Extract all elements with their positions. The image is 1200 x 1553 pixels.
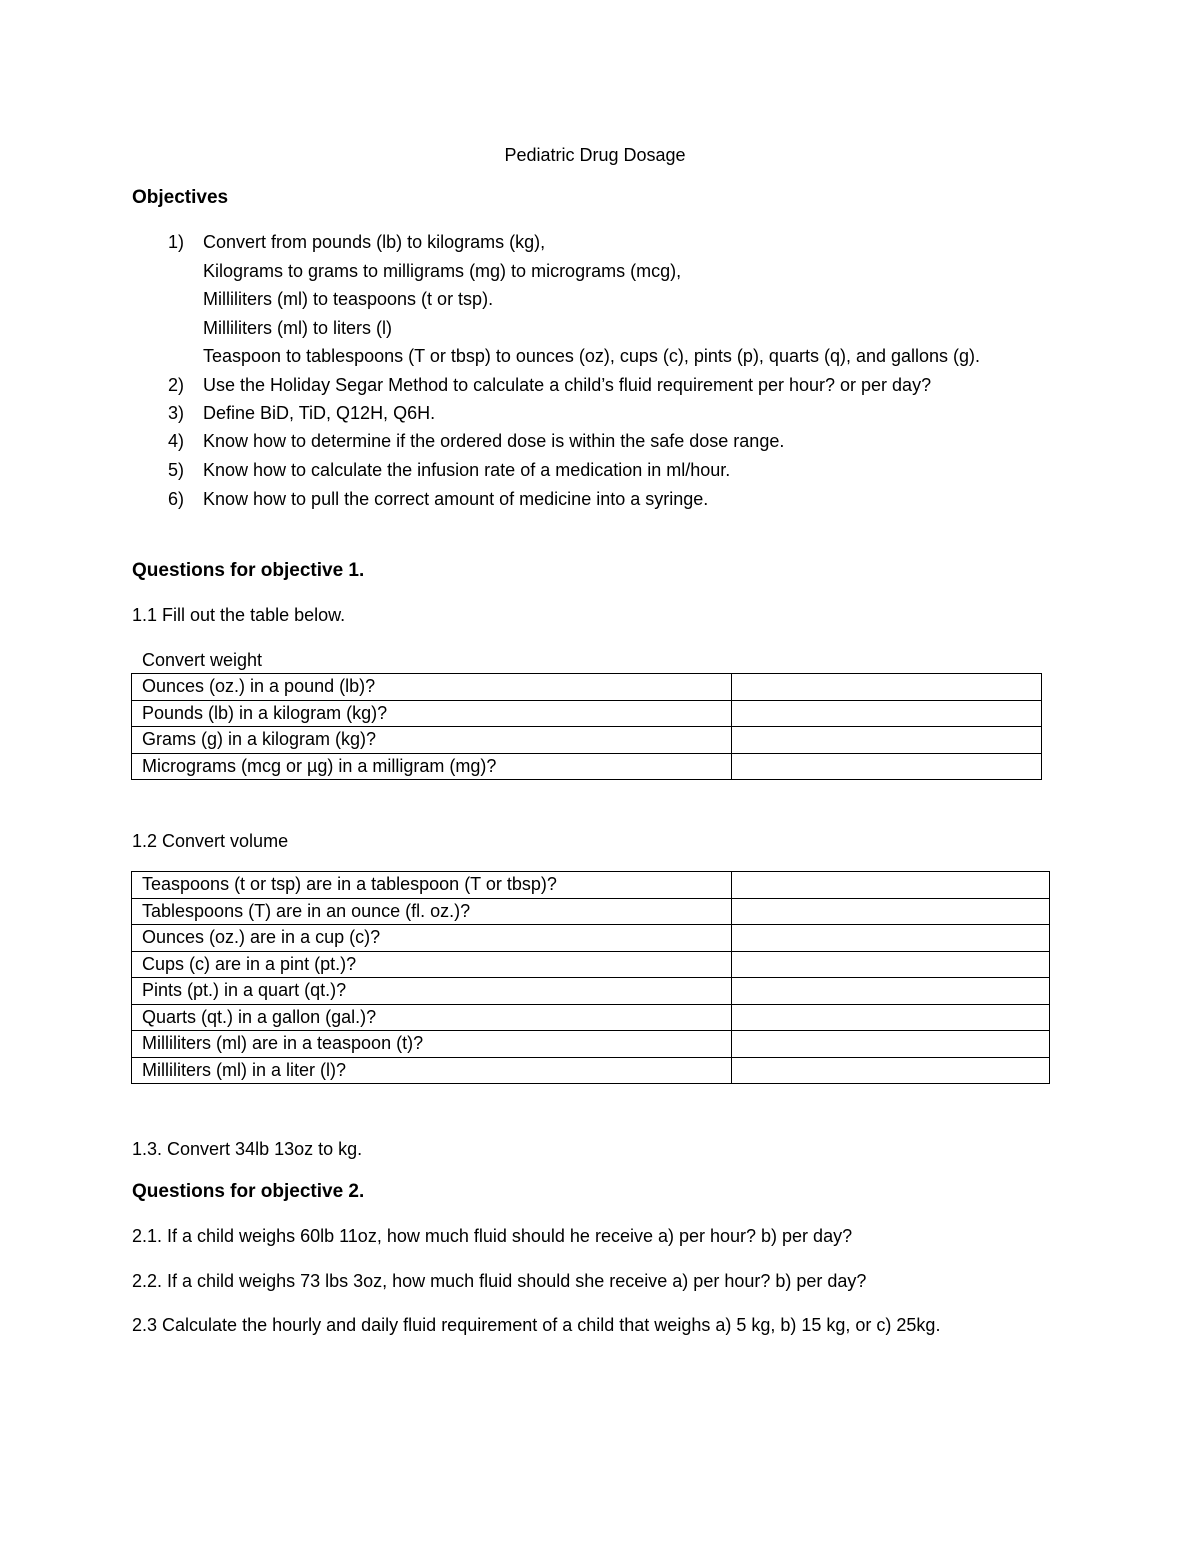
question-cell: Quarts (qt.) in a gallon (gal.)? (132, 1004, 732, 1031)
answer-cell[interactable] (732, 1004, 1050, 1031)
table-row (132, 951, 1050, 978)
question-cell: Pints (pt.) in a quart (qt.)? (132, 978, 732, 1005)
question-1-1: 1.1 Fill out the table below. (132, 605, 346, 625)
weight-conversion-table (131, 673, 1042, 780)
objective-number: 4) (168, 431, 185, 451)
objective-number: 1) (168, 232, 185, 252)
answer-cell[interactable] (732, 1057, 1050, 1084)
question-1-3: 1.3. Convert 34lb 13oz to kg. (132, 1139, 363, 1159)
objective-line: Teaspoon to tablespoons (T or tbsp) to ounces (oz), cups (c), pints (p), quarts (q), and gallons (g). (203, 346, 981, 366)
answer-cell[interactable] (732, 674, 1042, 701)
objective-number: 2) (168, 375, 185, 395)
table-row (132, 1031, 1050, 1058)
table-row (132, 674, 1042, 701)
question-cell: Ounces (oz.) in a pound (lb)? (132, 674, 732, 701)
table-row (132, 978, 1050, 1005)
table-row (132, 925, 1050, 952)
question-cell: Micrograms (mcg or µg) in a milligram (mg)? (132, 753, 732, 780)
volume-conversion-table (131, 871, 1050, 1084)
question-2-2: 2.2. If a child weighs 73 lbs 3oz, how much fluid should she receive a) per hour? b) per day? (132, 1271, 867, 1291)
question-1-2: 1.2 Convert volume (132, 831, 289, 851)
objectives-heading: Objectives (132, 187, 229, 208)
weight-table-caption: Convert weight (142, 650, 263, 670)
answer-cell[interactable] (732, 1031, 1050, 1058)
answer-cell[interactable] (732, 898, 1050, 925)
objective-line: Know how to pull the correct amount of medicine into a syringe. (203, 489, 709, 509)
document-title: Pediatric Drug Dosage (504, 145, 686, 165)
question-cell: Ounces (oz.) are in a cup (c)? (132, 925, 732, 952)
question-cell: Pounds (lb) in a kilogram (kg)? (132, 700, 732, 727)
answer-cell[interactable] (732, 700, 1042, 727)
answer-cell[interactable] (732, 872, 1050, 899)
objective-number: 5) (168, 460, 185, 480)
table-row (132, 872, 1050, 899)
objective-line: Use the Holiday Segar Method to calculate a child’s fluid requirement per hour? or per day? (203, 375, 932, 395)
answer-cell[interactable] (732, 727, 1042, 754)
objective-number: 3) (168, 403, 185, 423)
question-2-1: 2.1. If a child weighs 60lb 11oz, how much fluid should he receive a) per hour? b) per day? (132, 1226, 853, 1246)
section-2-heading: Questions for objective 2. (132, 1181, 365, 1202)
question-cell: Grams (g) in a kilogram (kg)? (132, 727, 732, 754)
answer-cell[interactable] (732, 951, 1050, 978)
objective-line: Kilograms to grams to milligrams (mg) to micrograms (mcg), (203, 261, 682, 281)
question-cell: Tablespoons (T) are in an ounce (fl. oz.)? (132, 898, 732, 925)
question-2-3: 2.3 Calculate the hourly and daily fluid requirement of a child that weighs a) 5 kg, b) 15 kg, or c) 25kg. (132, 1315, 941, 1335)
answer-cell[interactable] (732, 925, 1050, 952)
table-row (132, 753, 1042, 780)
question-cell: Milliliters (ml) are in a teaspoon (t)? (132, 1031, 732, 1058)
question-cell: Teaspoons (t or tsp) are in a tablespoon (T or tbsp)? (132, 872, 732, 899)
table-row (132, 1057, 1050, 1084)
answer-cell[interactable] (732, 753, 1042, 780)
table-row (132, 700, 1042, 727)
answer-cell[interactable] (732, 978, 1050, 1005)
objective-line: Milliliters (ml) to teaspoons (t or tsp). (203, 289, 494, 309)
objective-line: Milliliters (ml) to liters (l) (203, 318, 392, 338)
objective-line: Know how to determine if the ordered dose is within the safe dose range. (203, 431, 785, 451)
table-row (132, 898, 1050, 925)
section-1-heading: Questions for objective 1. (132, 560, 365, 581)
objective-number: 6) (168, 489, 185, 509)
objective-line: Define BiD, TiD, Q12H, Q6H. (203, 403, 436, 423)
question-cell: Milliliters (ml) in a liter (l)? (132, 1057, 732, 1084)
table-row (132, 727, 1042, 754)
question-cell: Cups (c) are in a pint (pt.)? (132, 951, 732, 978)
table-row (132, 1004, 1050, 1031)
objective-line: Know how to calculate the infusion rate of a medication in ml/hour. (203, 460, 731, 480)
objective-line: Convert from pounds (lb) to kilograms (kg), (203, 232, 546, 252)
